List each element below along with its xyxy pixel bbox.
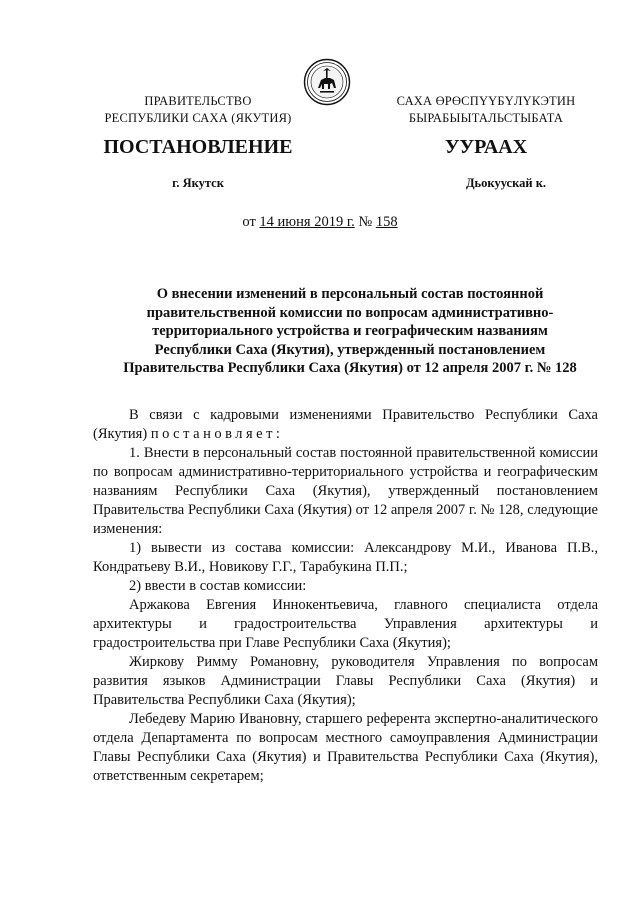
city-left: г. Якутск — [172, 176, 224, 190]
header-left-line1: ПРАВИТЕЛЬСТВО — [144, 94, 252, 108]
title-left: ПОСТАНОВЛЕНИЕ — [103, 136, 293, 158]
body-paragraph-add: 2) ввести в состав комиссии: — [129, 578, 307, 594]
subject-line: территориального устройства и географическим названиям — [152, 323, 548, 339]
subject-line: Правительства Республики Саха (Якутия) от 12 апреля 2007 г. № 128 — [123, 360, 577, 376]
resolution-verb: постановляет: — [150, 426, 284, 442]
dateline-prefix: от — [242, 214, 256, 230]
title-right: УУРААХ — [444, 136, 528, 158]
document-subject — [96, 285, 604, 378]
city-right: Дьокуускай к. — [465, 176, 547, 190]
body-paragraph-member: Аржакова Евгения Иннокентьевича, главного специалиста отдела архитектуры и градостроительства Управления архитектуры и градостроительства при Главе Республики Саха (Якутия); — [93, 597, 598, 651]
dateline-date: 14 июня 2019 г. — [259, 214, 355, 230]
body-paragraph-preamble — [93, 406, 598, 444]
header-right-line1: САХА ӨРӨСПҮҮБҮЛҮКЭТИН — [396, 94, 576, 108]
header-left — [98, 93, 298, 127]
body-paragraph-item1: 1. Внести в персональный состав постоянной правительственной комиссии по вопросам административно-территориального устройства и географическим названиям Республики Саха (Якутия), утвержденный постановлением Правительства Республики Саха (Якутия) от 12 апреля 2007 г. № 128, следующие изменения: — [93, 445, 598, 537]
dateline — [0, 214, 640, 231]
dateline-number: 158 — [375, 214, 398, 230]
body-paragraph-remove: 1) вывести из состава комиссии: Александрову М.И., Иванова П.В., Кондратьеву В.И., Новикову Г.Г., Тарабукина П.П.; — [93, 540, 598, 575]
subject-line: правительственной комиссии по вопросам административно- — [146, 304, 554, 321]
header-left-line2: РЕСПУБЛИКИ САХА (ЯКУТИЯ) — [104, 111, 292, 125]
header-right — [376, 93, 596, 127]
subject-line: Республики Саха (Якутия), утвержденный постановлением — [154, 341, 546, 358]
body-paragraph-member: Лебедеву Марию Ивановну, старшего референта экспертно-аналитического отдела Департамента по вопросам местного самоуправления Администрации Главы Республики Саха (Якутия) и Правительства Республики Саха (Якутия), ответственным секретарем; — [93, 711, 598, 784]
body-paragraph-member: Жиркову Римму Романовну, руководителя Управления по вопросам развития языков Администрации Главы Республики Саха (Якутия) и Правительства Республики Саха (Якутия); — [93, 654, 598, 708]
dateline-num-sign: № — [358, 214, 373, 230]
coat-of-arms-icon — [303, 58, 351, 106]
subject-line: О внесении изменений в персональный состав постоянной — [156, 286, 544, 302]
header-right-line2: БЫРАБЫЫТАЛЬСТЫБАТА — [408, 111, 564, 125]
preamble-text: В связи с кадровыми изменениями Правительство Республики Саха (Якутия) — [93, 407, 598, 442]
document-body — [93, 406, 598, 786]
